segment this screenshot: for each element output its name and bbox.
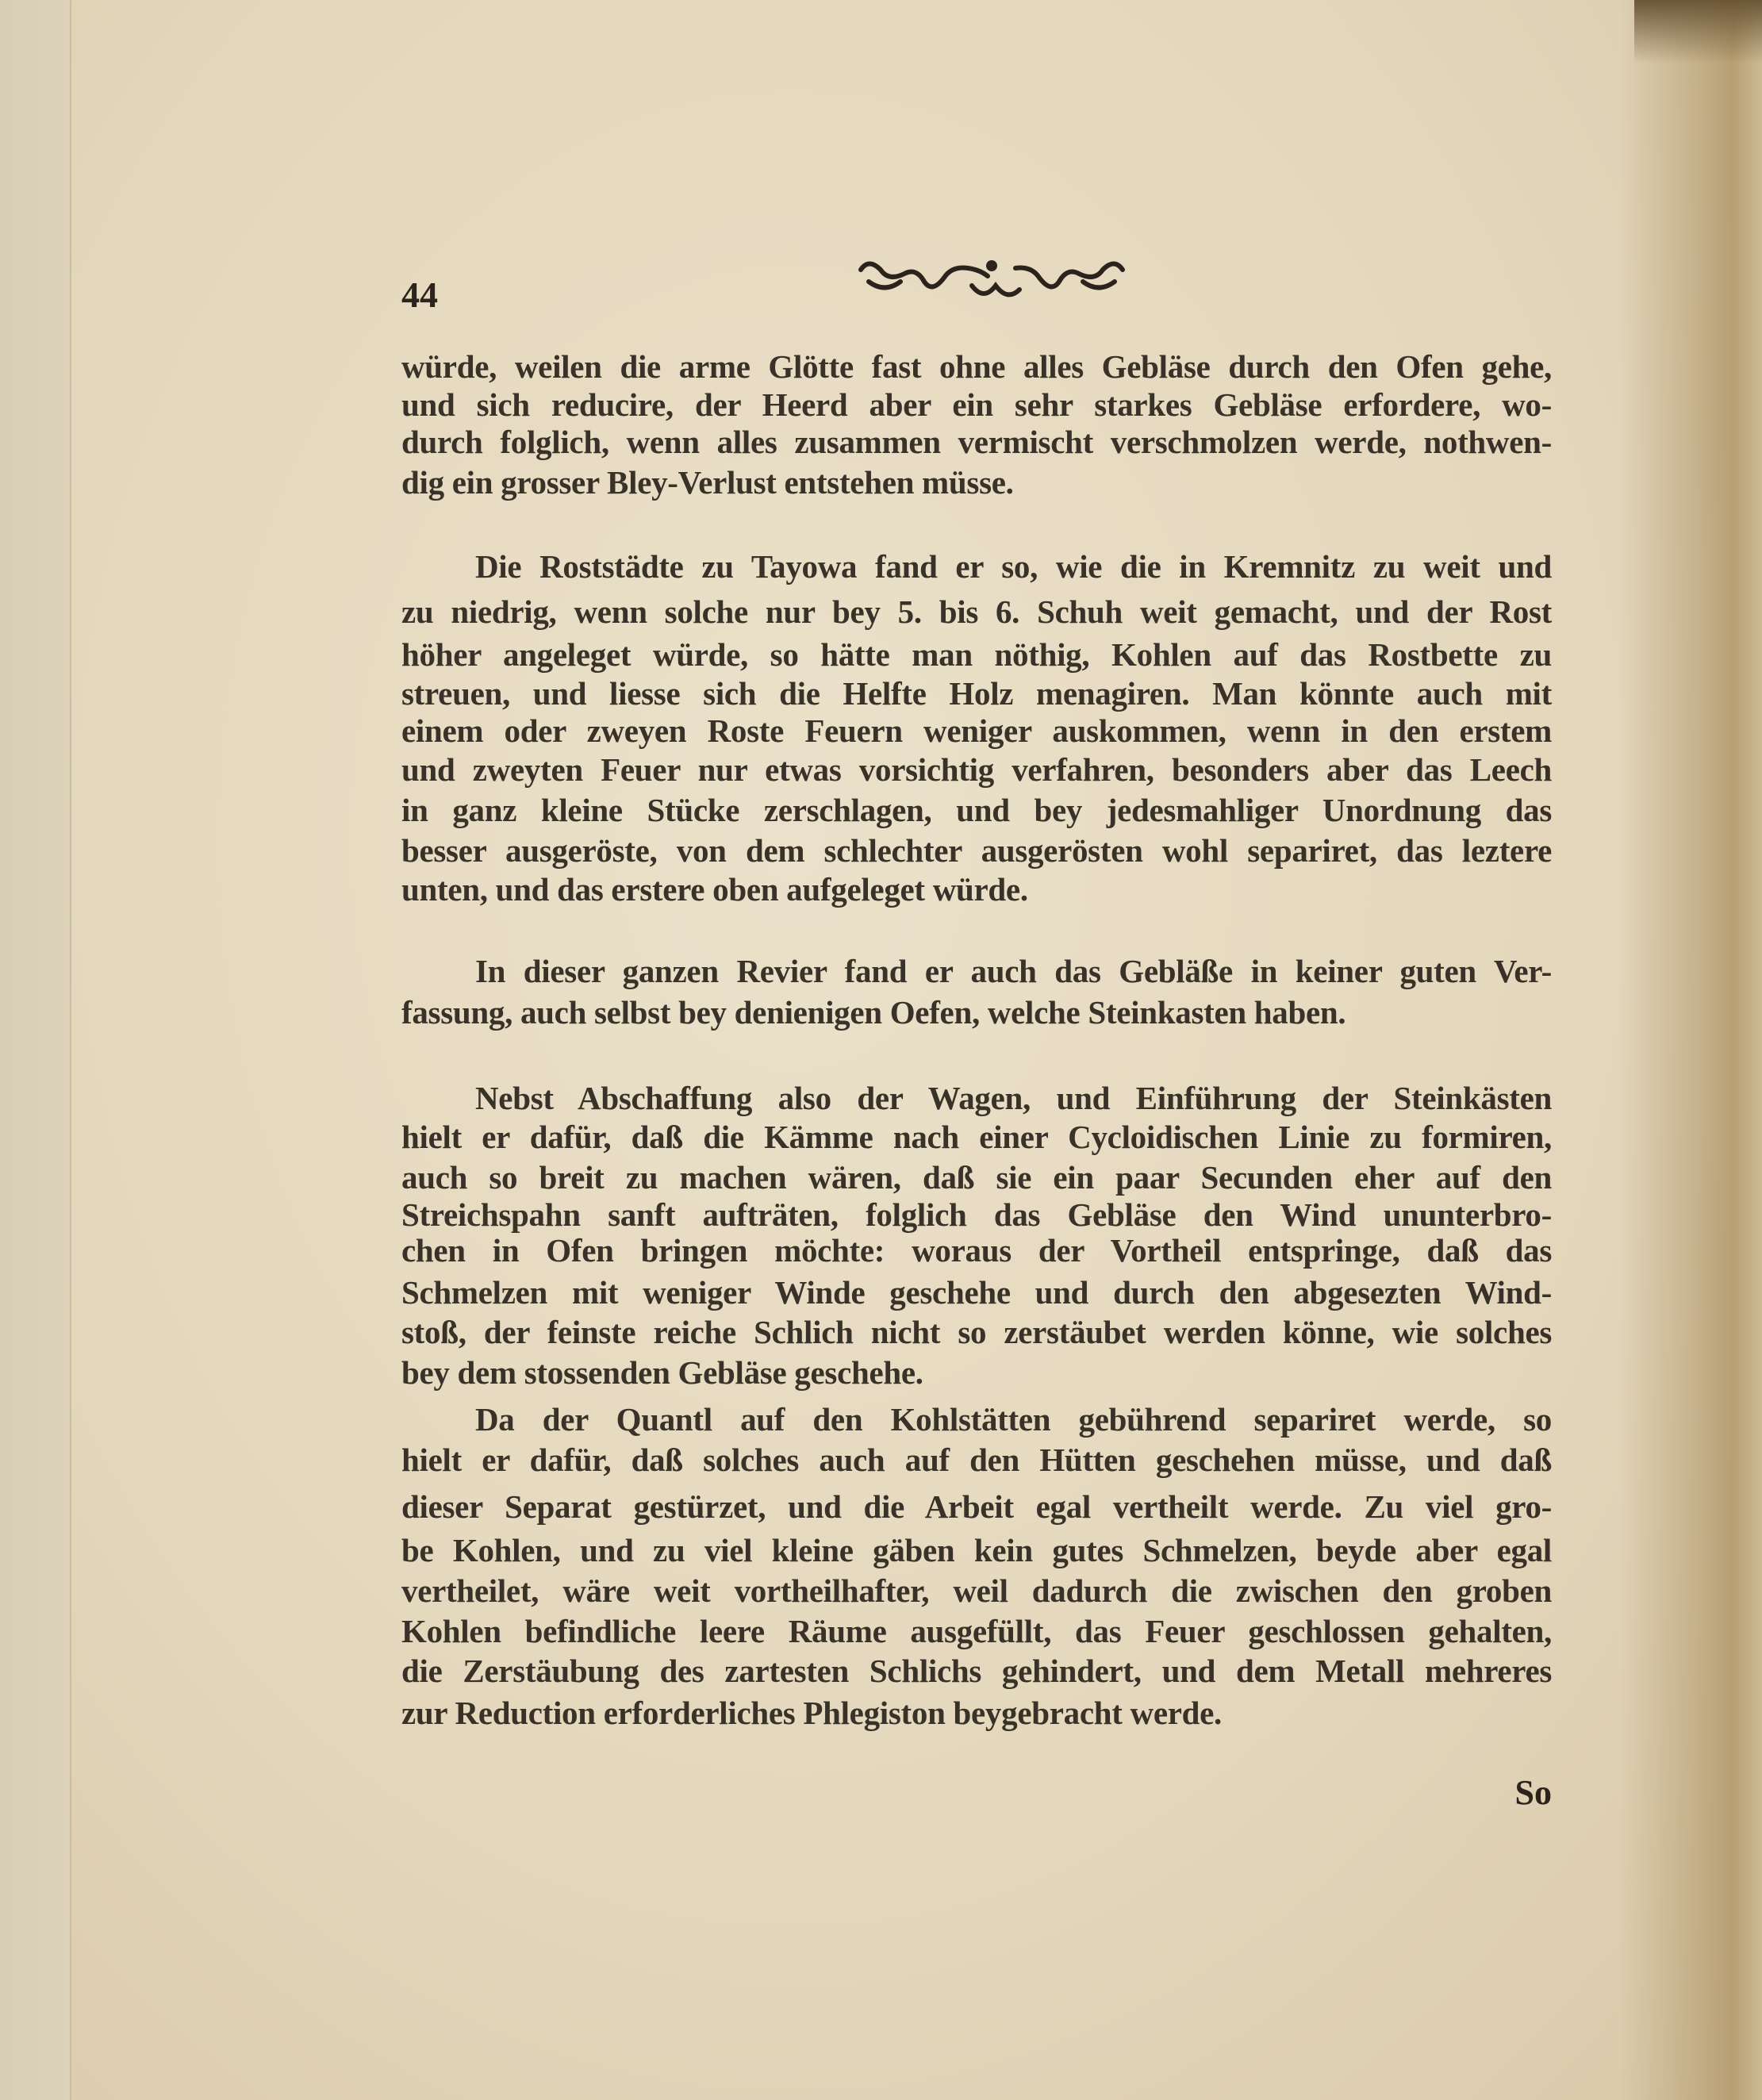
text-line: bey dem stossenden Gebläse geschehe. (401, 1354, 923, 1391)
binding-shadow (1634, 0, 1762, 63)
text-line: die Zerstäubung des zartesten Schlichs gehindert, und dem Metall mehreres (401, 1653, 1552, 1689)
text-line: durch folglich, wenn alles zusammen vermischt verschmolzen werde, nothwen- (401, 424, 1552, 460)
text-line: Streichspahn sanft aufträten, folglich das Gebläse den Wind ununterbro- (401, 1196, 1552, 1233)
text-line: besser ausgeröste, von dem schlechter ausgerösten wohl separiret, das leztere (401, 832, 1552, 869)
text-line: Kohlen befindliche leere Räume ausgefüllt, das Feuer geschlossen gehalten, (401, 1613, 1552, 1649)
text-line: Da der Quantl auf den Kohlstätten gebührend separiret werde, so (475, 1401, 1552, 1438)
text-line: unten, und das erstere oben aufgeleget würde. (401, 871, 1028, 908)
text-line: streuen, und liesse sich die Helfte Holz menagiren. Man könnte auch mit (401, 675, 1552, 712)
text-line: auch so breit zu machen wären, daß sie ein paar Secunden eher auf den (401, 1159, 1552, 1196)
text-line: und sich reducire, der Heerd aber ein sehr starkes Gebläse erfordere, wo- (401, 386, 1552, 423)
text-line: dig ein grosser Bley-Verlust entstehen müsse. (401, 464, 1014, 501)
catchword: So (1514, 1773, 1552, 1812)
text-line: In dieser ganzen Revier fand er auch das Gebläße in keiner guten Ver- (475, 953, 1552, 989)
text-line: einem oder zweyen Roste Feuern weniger auskommen, wenn in den erstem (401, 712, 1552, 749)
text-line: Schmelzen mit weniger Winde geschehe und durch den abgesezten Wind- (401, 1274, 1552, 1311)
text-line: hielt er dafür, daß die Kämme nach einer Cycloidischen Linie zu formiren, (401, 1119, 1552, 1155)
text-line: und zweyten Feuer nur etwas vorsichtig verfahren, besonders aber das Leech (401, 751, 1552, 788)
header-ornament-icon (853, 254, 1131, 309)
text-line: chen in Ofen bringen möchte: woraus der Vortheil entspringe, daß das (401, 1232, 1552, 1269)
text-line: in ganz kleine Stücke zerschlagen, und bey jedesmahliger Unordnung das (401, 792, 1552, 828)
text-line: zur Reduction erforderliches Phlegiston beygebracht werde. (401, 1695, 1222, 1731)
text-line: Die Roststädte zu Tayowa fand er so, wie die in Kremnitz zu weit und (475, 548, 1552, 585)
adjacent-page-edge (0, 0, 71, 2100)
text-line: vertheilet, wäre weit vortheilhafter, weil dadurch die zwischen den groben (401, 1572, 1552, 1609)
text-line: fassung, auch selbst bey denienigen Oefen, welche Steinkasten haben. (401, 994, 1346, 1031)
text-line: be Kohlen, und zu viel kleine gäben kein gutes Schmelzen, beyde aber egal (401, 1532, 1552, 1568)
text-line: hielt er dafür, daß solches auch auf den Hütten geschehen müsse, und daß (401, 1442, 1552, 1478)
text-line: zu niedrig, wenn solche nur bey 5. bis 6. Schuh weit gemacht, und der Rost (401, 593, 1552, 630)
page-number: 44 (401, 274, 438, 315)
text-line: würde, weilen die arme Glötte fast ohne alles Gebläse durch den Ofen gehe, (401, 348, 1552, 385)
book-gutter (1618, 0, 1762, 2100)
text-line: höher angeleget würde, so hätte man nöthig, Kohlen auf das Rostbette zu (401, 636, 1552, 673)
text-line: stoß, der feinste reiche Schlich nicht so zerstäubet werden könne, wie solches (401, 1314, 1552, 1350)
text-line: Nebst Abschaffung also der Wagen, und Einführung der Steinkästen (475, 1080, 1552, 1116)
text-line: dieser Separat gestürzet, und die Arbeit egal vertheilt werde. Zu viel gro- (401, 1488, 1552, 1525)
